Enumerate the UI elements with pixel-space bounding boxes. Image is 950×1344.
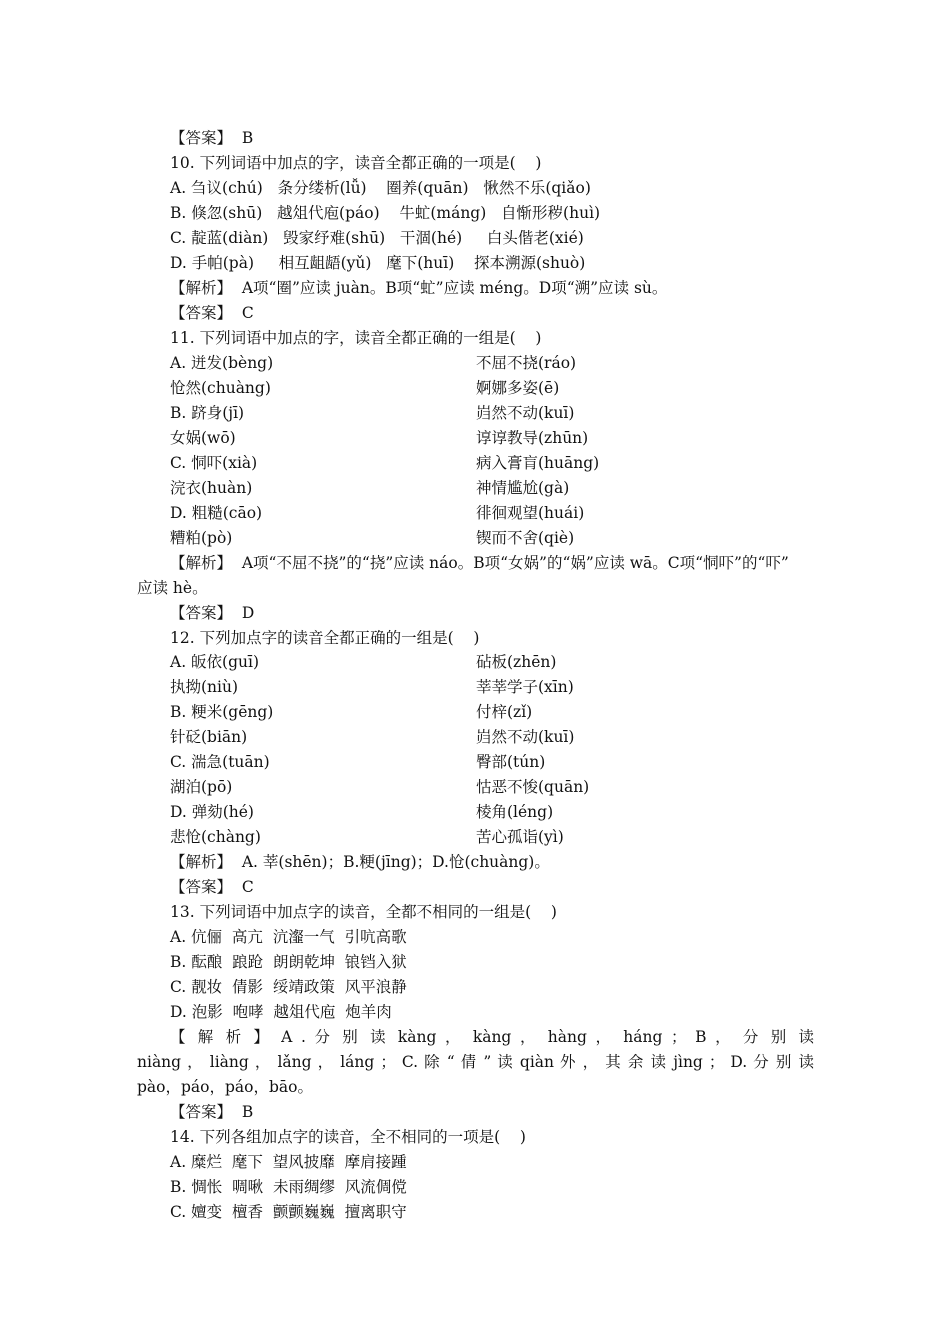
text-line: 付梓(zǐ) <box>476 703 533 721</box>
text-line: C. 恫吓(xià) <box>170 454 258 472</box>
text-line: D. 弹劾(hé) <box>170 803 254 821</box>
text-line: 浣衣(huàn) <box>170 479 253 497</box>
text-line: C. 嬗变 檀香 颤颤巍巍 擅离职守 <box>170 1203 407 1221</box>
text-line: 徘徊观望(huái) <box>476 504 585 522</box>
text-line: 岿然不动(kuī) <box>476 404 575 422</box>
text-line: 【答案】 C <box>170 878 254 896</box>
text-line: 岿然不动(kuī) <box>476 728 575 746</box>
text-line: 14. 下列各组加点字的读音，全不相同的一项是( ) <box>170 1128 526 1146</box>
text-line: 棱角(léng) <box>476 803 554 821</box>
text-line: A. 伉俪 高亢 沆瀣一气 引吭高歌 <box>170 928 407 946</box>
text-line: 苦心孤诣(yì) <box>476 828 564 846</box>
text-line: 针砭(biān) <box>170 728 248 746</box>
text-line: 【答案】 C <box>170 304 254 322</box>
text-line: pào，páo，páo，bāo。 <box>137 1078 313 1096</box>
text-line: 谆谆教导(zhūn) <box>476 429 589 447</box>
text-line: A. 糜烂 麾下 望风披靡 摩肩接踵 <box>170 1153 407 1171</box>
text-line: 【解析】 A项“不屈不挠”的“挠”应读 náo。B项“女娲”的“娲”应读 wā。C项“恫吓”的“吓” <box>170 554 789 572</box>
text-line: 怆然(chuàng) <box>170 379 271 397</box>
text-line: 神情尴尬(gà) <box>476 479 570 497</box>
text-line: 应读 hè。 <box>137 579 208 597</box>
text-line: 12. 下列加点字的读音全都正确的一组是( ) <box>170 629 480 647</box>
text-line: 【答案】 D <box>170 604 255 622</box>
text-line: C. 湍急(tuān) <box>170 753 270 771</box>
text-line: 执拗(niù) <box>170 678 239 696</box>
text-line: 13. 下列词语中加点字的读音，全都不相同的一组是( ) <box>170 903 557 921</box>
text-line: 女娲(wō) <box>170 429 236 447</box>
text-line: 怙恶不悛(quān) <box>476 778 590 796</box>
text-line: A. 皈依(guī) <box>170 653 260 671</box>
text-line: 砧板(zhēn) <box>476 653 557 671</box>
text-line: 【解析】 A. 莘(shēn)；B.粳(jīng)；D.怆(chuàng)。 <box>170 853 550 871</box>
text-line: 【答案】 B <box>170 1103 254 1121</box>
text-line: 锲而不舍(qiè) <box>476 529 575 547</box>
text-line: B. 粳米(gēng) <box>170 703 274 721</box>
text-line: 臀部(tún) <box>476 753 546 771</box>
text-line: 不屈不挠(ráo) <box>476 354 577 372</box>
text-line: B. 跻身(jī) <box>170 404 245 422</box>
text-line: 10. 下列词语中加点的字，读音全都正确的一项是( ) <box>170 154 542 172</box>
text-line: C. 靓妆 倩影 绥靖政策 风平浪静 <box>170 978 407 996</box>
text-line: 婀娜多姿(ē) <box>476 379 560 397</box>
text-line: D. 泡影 咆哮 越俎代庖 炮羊肉 <box>170 1003 392 1021</box>
text-line: 11. 下列词语中加点的字，读音全都正确的一组是( ) <box>170 329 542 347</box>
text-line: 莘莘学子(xīn) <box>476 678 574 696</box>
text-line: A. 刍议(chú) 条分缕析(lǚ) 圈养(quān) 愀然不乐(qiǎo) <box>170 179 591 197</box>
text-line: 【 解 析 】 A . 分 别 读 kàng ， kàng ， hàng ， háng ； B ， 分 别 读 <box>170 1028 814 1046</box>
text-line: 【解析】 A项“圈”应读 juàn。B项“虻”应读 méng。D项“溯”应读 sù。 <box>170 279 668 297</box>
text-line: 悲怆(chàng) <box>170 828 261 846</box>
text-line: 湖泊(pō) <box>170 778 233 796</box>
text-line: B. 酝酿 踉跄 朗朗乾坤 锒铛入狱 <box>170 953 407 971</box>
text-line: 糟粕(pò) <box>170 529 233 547</box>
text-line: 【答案】 B <box>170 129 254 147</box>
text-line: C. 靛蓝(diàn) 毁家纾难(shū) 干涸(hé) 白头偕老(xié) <box>170 229 584 247</box>
text-line: A. 迸发(bèng) <box>170 354 274 372</box>
text-line: niàng ， liàng ， lǎng ， láng ； C. 除 “ 倩 ” 读 qiàn 外 ， 其 余 读 jìng ； D. 分 别 读 <box>137 1053 814 1071</box>
text-line: B. 倏忽(shū) 越俎代庖(páo) 牛虻(máng) 自惭形秽(huì) <box>170 204 601 222</box>
text-line: B. 惆怅 啁啾 未雨绸缪 风流倜傥 <box>170 1178 407 1196</box>
text-line: D. 手帕(pà) 相互龃龉(yǔ) 麾下(huī) 探本溯源(shuò) <box>170 254 586 272</box>
text-line: 病入膏肓(huāng) <box>476 454 600 472</box>
text-line: D. 粗糙(cāo) <box>170 504 263 522</box>
